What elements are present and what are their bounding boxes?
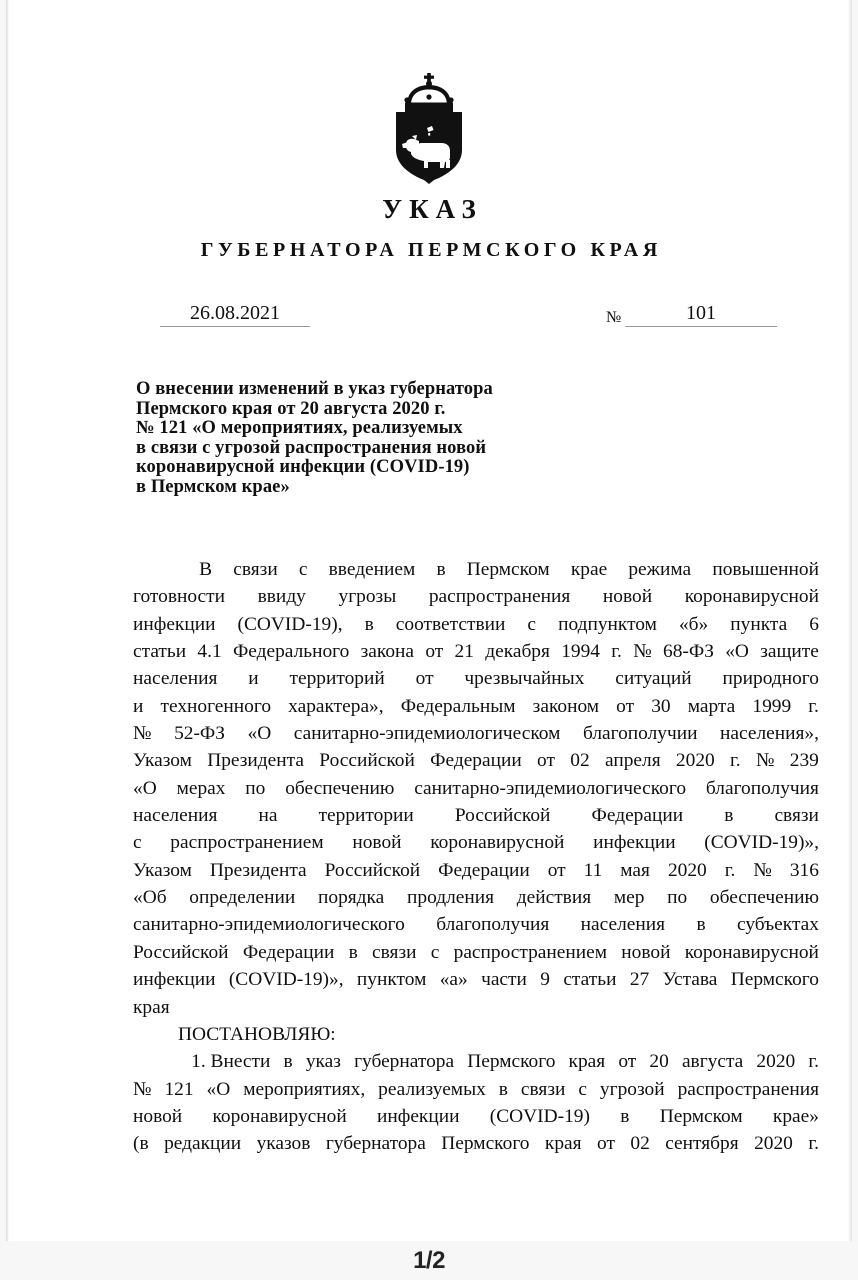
body-word: указ	[305, 1051, 341, 1073]
body-word: Федерального	[232, 641, 350, 663]
body-word: введением	[328, 559, 416, 580]
body-line	[133, 775, 819, 802]
body-word: соответствии	[395, 613, 506, 635]
body-line	[133, 556, 819, 583]
body-word: 68-ФЗ	[663, 641, 714, 663]
coat-of-arms-icon	[386, 72, 472, 184]
body-word: 316	[789, 859, 819, 881]
body-word: 2020	[754, 1133, 793, 1155]
body-word: Федерации	[438, 859, 530, 881]
number-sign-glyph: №	[606, 309, 622, 326]
document-number-field	[625, 300, 777, 327]
body-word: 20	[649, 1051, 669, 1073]
body-word: Президента	[209, 859, 307, 881]
body-word: губернатора	[354, 1051, 455, 1073]
body-word: Федерации	[430, 750, 522, 772]
body-word: в	[620, 1105, 630, 1127]
body-word: угрозы	[338, 586, 397, 608]
body-word: Пермском	[466, 559, 550, 580]
body-word: коронавирусной	[430, 832, 565, 854]
document-meta-row	[6, 300, 852, 340]
subject-line: в Пермском крае»	[136, 476, 290, 497]
document-page	[6, 0, 852, 1241]
body-word: марта	[687, 695, 736, 717]
body-word: в	[348, 941, 358, 963]
body-word: связи	[233, 559, 278, 580]
body-word: августа	[681, 1051, 744, 1073]
body-word: новой	[352, 832, 402, 854]
body-word: губернатора	[325, 1133, 426, 1155]
body-word: указов	[256, 1133, 311, 1155]
body-word: крае»	[772, 1105, 819, 1127]
body-word: №	[753, 859, 772, 881]
body-line	[133, 720, 819, 747]
body-word: благополучия	[436, 914, 550, 936]
body-word: обеспечению	[285, 777, 395, 799]
body-word: населения	[133, 805, 218, 827]
body-word: (COVID-19)»,	[228, 969, 344, 991]
body-word: благополучия	[705, 777, 819, 799]
body-word: (COVID-19)»,	[704, 832, 819, 854]
body-word: субъектах	[736, 914, 819, 936]
body-word: населения	[580, 914, 666, 936]
body-word: территорий	[289, 668, 385, 690]
body-word: 52-ФЗ	[174, 723, 225, 745]
body-word: Пермского	[441, 1133, 530, 1155]
body-word: редакции	[164, 1133, 242, 1155]
body-word: Пермского	[467, 1051, 556, 1073]
body-word: «О	[206, 1078, 231, 1100]
body-word: порядка	[318, 887, 385, 909]
body-word: по	[667, 887, 688, 909]
body-word: с	[430, 941, 440, 963]
body-word: Указом	[133, 859, 192, 881]
body-line	[133, 829, 819, 856]
body-line	[133, 665, 819, 692]
subject-line: № 121 «О мероприятиях, реализуемых	[136, 418, 463, 439]
body-word: от	[597, 1133, 615, 1155]
body-word: части	[481, 969, 527, 991]
body-word: закона	[360, 641, 415, 663]
body-word: в	[498, 1078, 508, 1100]
body-word: Пермском	[659, 1105, 743, 1127]
coat-of-arms-container	[6, 72, 852, 189]
body-word: г.	[730, 750, 741, 772]
body-word: угрозой	[599, 1078, 665, 1100]
body-word: №	[133, 723, 152, 745]
body-word: пункта	[730, 613, 788, 635]
body-line	[133, 1021, 819, 1048]
body-word: в	[724, 805, 734, 827]
body-word: «О	[725, 641, 749, 663]
body-word: Российской	[454, 805, 551, 827]
body-word: Российской	[319, 750, 415, 772]
subject-line: О внесении изменений в указ губернатора	[136, 379, 493, 399]
body-word: в	[283, 1051, 293, 1073]
page-subtitle: ГУБЕРНАТОРА ПЕРМСКОГО КРАЯ	[200, 239, 662, 261]
body-word: мер	[613, 887, 645, 909]
body-line	[133, 802, 819, 829]
body-word: с	[578, 1078, 587, 1100]
body-word: №	[133, 1078, 152, 1100]
body-word: г.	[611, 641, 622, 663]
body-word: инфекции	[593, 832, 676, 854]
body-word: и	[133, 695, 144, 717]
body-word: коронавирусной	[212, 1105, 347, 1127]
document-date-value: 26.08.2021	[190, 302, 280, 324]
body-word: защите	[760, 641, 819, 663]
document-number-rule	[625, 326, 777, 327]
body-word: законом	[532, 695, 600, 717]
subject-line: Пермского края от 20 августа 2020 г.	[136, 398, 446, 419]
body-word: в	[364, 613, 374, 635]
body-word: на	[258, 805, 278, 827]
body-word: по	[245, 777, 266, 799]
body-word: мая	[620, 859, 650, 881]
body-word: г.	[724, 859, 736, 881]
body-word: санитарно-эпидемиологического	[414, 777, 687, 799]
body-word: распространения	[428, 586, 571, 608]
body-word: подпунктом	[558, 613, 657, 635]
body-word: декабря	[485, 641, 550, 663]
body-line	[133, 857, 819, 884]
body-word: Президента	[207, 750, 304, 772]
body-word: статьи	[563, 969, 617, 991]
document-body	[133, 556, 819, 1158]
body-word: 6	[809, 613, 819, 635]
body-word: г.	[808, 1051, 819, 1073]
body-word: «Об	[133, 887, 167, 909]
body-line	[133, 884, 819, 911]
body-word: 9	[540, 969, 550, 991]
page-indicator-bar	[0, 1241, 858, 1280]
body-word: г.	[808, 695, 819, 717]
body-word: связи	[774, 805, 819, 827]
body-line	[133, 1130, 819, 1157]
body-word: техногенного	[160, 695, 272, 717]
body-word: мерах	[176, 777, 226, 799]
body-word: режима	[628, 559, 692, 580]
body-word: 02	[570, 750, 590, 772]
body-word: 121	[164, 1078, 194, 1100]
body-line	[133, 583, 819, 610]
body-line	[133, 1103, 819, 1130]
body-word: 1994	[561, 641, 600, 663]
body-word: Федерации	[242, 941, 335, 963]
body-word: №	[755, 750, 775, 772]
body-word: 2020	[667, 859, 707, 881]
body-word: 11	[583, 859, 603, 881]
body-word: (COVID-19)	[489, 1105, 590, 1127]
body-word: статьи	[133, 641, 187, 663]
body-word: Российской	[133, 941, 229, 963]
body-word: коронавирусной	[684, 586, 819, 608]
body-word: г.	[808, 1133, 819, 1155]
body-word: от	[425, 641, 444, 663]
body-word: чрезвычайных	[464, 668, 585, 690]
body-word: В	[199, 559, 213, 580]
body-word: санитарно-эпидемиологического	[133, 914, 405, 936]
document-subject-heading	[136, 380, 606, 498]
body-word: действия	[516, 887, 592, 909]
body-word: коронавирусной	[684, 941, 819, 963]
body-word: в	[696, 914, 706, 936]
body-line	[133, 1048, 819, 1075]
body-word: населения»,	[720, 723, 819, 745]
body-word: 239	[789, 750, 819, 772]
body-word: распространением	[170, 832, 324, 854]
body-line	[133, 638, 819, 665]
body-line	[133, 994, 819, 1021]
body-word: 2020	[756, 1051, 796, 1073]
body-line	[133, 939, 819, 966]
body-word: Федеральным	[400, 695, 516, 717]
body-word: 4.1	[197, 641, 222, 663]
body-word: связи	[372, 941, 417, 963]
body-word: инфекции	[133, 969, 216, 991]
body-word: 1999	[752, 695, 792, 717]
body-word: санитарно-эпидемиологическом	[293, 723, 561, 745]
body-word: Указом	[133, 750, 192, 772]
body-word: продления	[407, 887, 495, 909]
body-word: «О	[133, 777, 157, 799]
body-word: территории	[318, 805, 414, 827]
body-word: края	[568, 1051, 606, 1073]
body-word: благополучии	[582, 723, 698, 745]
body-word: повышенной	[712, 559, 819, 580]
body-line	[133, 747, 819, 774]
body-word: Федерации	[591, 805, 684, 827]
body-word: связи	[520, 1078, 566, 1100]
page-title: УКАЗ	[382, 194, 483, 224]
body-line	[133, 611, 819, 638]
document-number-value: 101	[686, 302, 716, 324]
document-date-rule	[160, 326, 310, 327]
body-word: в	[436, 559, 446, 580]
page-indicator: 1/2	[413, 1246, 445, 1274]
subject-line: в связи с угрозой распространения новой	[136, 437, 487, 458]
body-word: ввиду	[257, 586, 306, 608]
body-word: Российской	[324, 859, 421, 881]
body-word: новой	[133, 1105, 183, 1127]
body-word: инфекции	[377, 1105, 460, 1127]
body-word: мероприятиях,	[243, 1078, 366, 1100]
body-word: реализуемых	[378, 1078, 486, 1100]
body-word: крае	[570, 559, 608, 580]
body-line	[133, 1076, 819, 1103]
body-word: распространением	[453, 941, 608, 963]
body-word: «а»	[439, 969, 468, 991]
body-word: инфекции	[133, 613, 216, 635]
body-word: и	[248, 668, 259, 690]
body-word: от	[616, 695, 635, 717]
body-word: Пермского	[730, 969, 819, 991]
body-word: сентября	[665, 1133, 739, 1155]
body-word: обеспечению	[709, 887, 819, 909]
body-word: края	[544, 1133, 582, 1155]
body-word: от	[415, 668, 434, 690]
document-date-field	[160, 300, 310, 327]
body-word: ПОСТАНОВЛЯЮ:	[178, 1023, 336, 1045]
body-word: от	[547, 859, 566, 881]
subject-line: коронавирусной инфекции (COVID-19)	[136, 457, 470, 478]
body-word: характера»,	[288, 695, 384, 717]
body-word: «б»	[678, 613, 709, 635]
body-word: природного	[722, 668, 819, 690]
body-word: 1. Внести	[191, 1051, 271, 1073]
body-word: (в	[133, 1133, 149, 1155]
body-word: с	[298, 559, 308, 580]
body-word: апреля	[604, 750, 661, 772]
body-word: от	[537, 750, 555, 772]
body-line	[133, 911, 819, 938]
body-word: края	[133, 996, 170, 1018]
body-word: «О	[247, 723, 272, 745]
body-word: готовности	[133, 586, 225, 608]
body-word: определении	[189, 887, 296, 909]
body-line	[133, 966, 819, 993]
body-word: от	[618, 1051, 637, 1073]
body-word: 21	[454, 641, 474, 663]
body-line	[133, 693, 819, 720]
body-word: Устава	[662, 969, 718, 991]
body-word: с	[133, 832, 142, 854]
body-word: населения	[133, 668, 218, 690]
body-word: 30	[651, 695, 671, 717]
body-word: новой	[621, 941, 671, 963]
body-word: распространения	[677, 1078, 819, 1100]
body-word: 27	[629, 969, 650, 991]
body-word: №	[633, 641, 652, 663]
body-word: 2020	[675, 750, 715, 772]
body-word: новой	[602, 586, 653, 608]
body-word: с	[527, 613, 537, 635]
body-word: ситуаций	[615, 668, 692, 690]
body-word: (COVID-19),	[237, 613, 343, 635]
body-word: 02	[630, 1133, 650, 1155]
body-word: пунктом	[356, 969, 427, 991]
